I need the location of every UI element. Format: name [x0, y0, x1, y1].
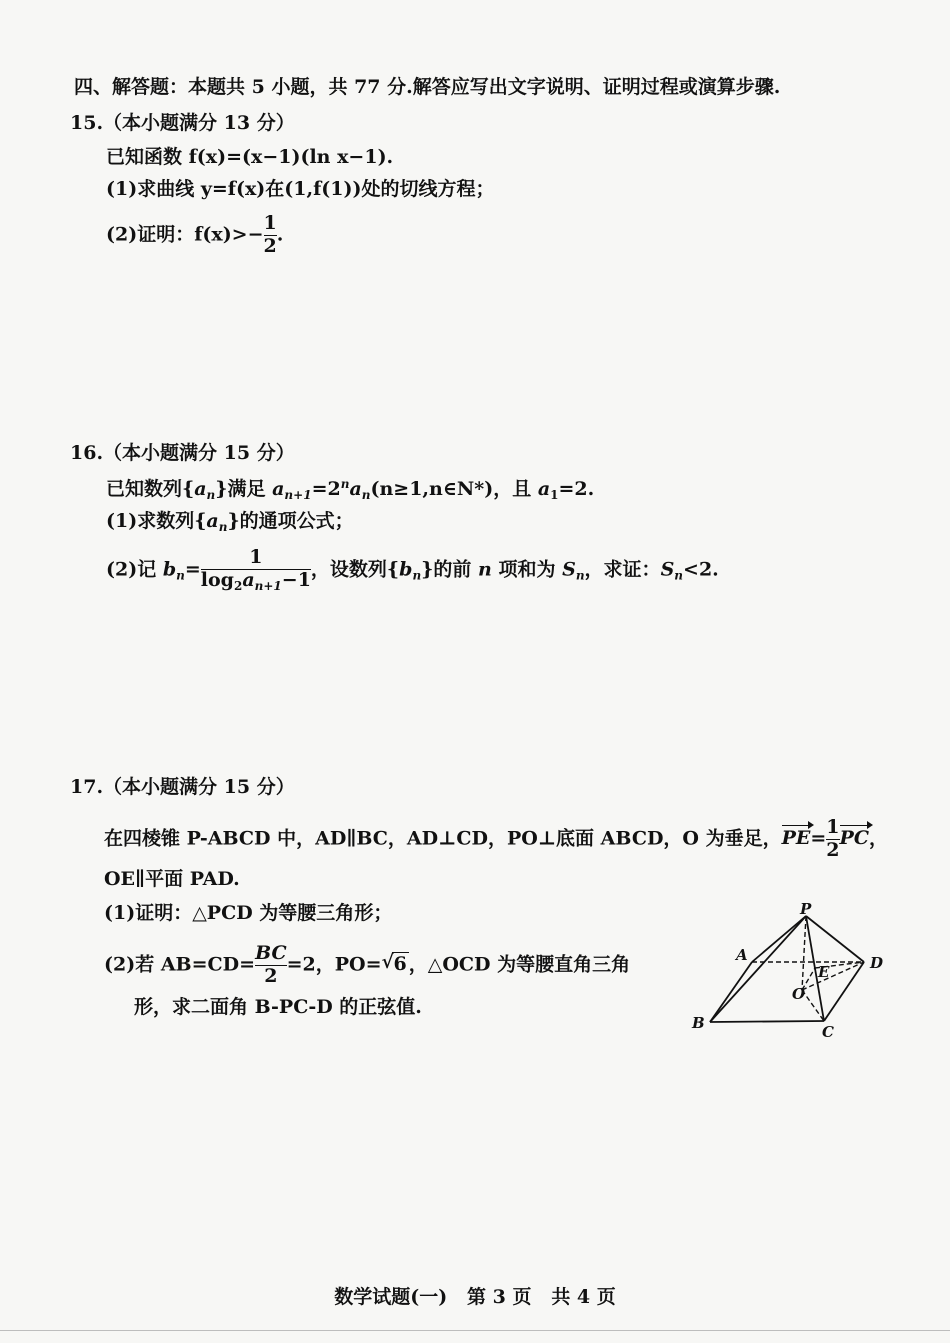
- q17-part2: [104, 944, 630, 987]
- subscript: n: [218, 520, 228, 534]
- frac-num: 1: [826, 816, 840, 838]
- text: ，设数列{: [310, 558, 400, 581]
- frac-num: BC: [255, 942, 287, 964]
- edge-PB: [710, 916, 806, 1022]
- subscript: n: [176, 568, 185, 583]
- subscript: n: [361, 488, 371, 502]
- label-C: C: [822, 1023, 834, 1041]
- var: a: [272, 478, 285, 500]
- pyramid-figure: [688, 898, 898, 1046]
- label-E: E: [818, 963, 830, 981]
- q17-part1: (1)证明：△PCD 为等腰三角形；: [104, 902, 393, 924]
- log: log: [200, 568, 234, 591]
- subscript: n+1: [284, 488, 312, 502]
- subscript: 2: [233, 578, 243, 593]
- label-O: O: [792, 985, 806, 1003]
- sqrt: [382, 955, 409, 974]
- bottom-divider: [0, 1330, 950, 1331]
- var: b: [399, 558, 413, 581]
- text: =2，PO=: [286, 953, 382, 976]
- q15-part2-suffix: .: [276, 223, 284, 246]
- var: b: [162, 558, 177, 581]
- q17-part2-fraction: [255, 944, 287, 987]
- var: a: [194, 478, 207, 500]
- var: S: [660, 558, 675, 581]
- subscript: n: [575, 568, 585, 583]
- edge-AB: [710, 962, 752, 1022]
- q15-part2-prefix: (2)证明：f(x)>−: [106, 223, 264, 246]
- subscript: n: [412, 568, 422, 583]
- var: S: [562, 558, 576, 581]
- q15-stem: 已知函数 f(x)=(x−1)(ln x−1).: [106, 146, 394, 168]
- q17-stem: [104, 818, 888, 861]
- q15-frac-num: 1: [263, 212, 277, 234]
- text: 项和为: [491, 558, 563, 581]
- text: =2: [311, 478, 341, 500]
- subscript: 1: [550, 488, 559, 502]
- q16-fraction: [201, 548, 311, 593]
- label-A: A: [736, 946, 748, 964]
- q17-stem-line2: OE∥平面 PAD.: [104, 868, 240, 890]
- q16-part1: [106, 512, 354, 533]
- q15-part2: [106, 214, 283, 257]
- text: =: [184, 558, 201, 581]
- text: }满足: [215, 478, 273, 500]
- q17-part2-line2: 形，求二面角 B-PC-D 的正弦值.: [134, 996, 422, 1018]
- q16-stem: [106, 478, 594, 501]
- var: a: [537, 478, 551, 500]
- radicand: 6: [393, 953, 407, 976]
- q15-fraction: [264, 214, 277, 257]
- var: n: [478, 558, 492, 581]
- var: a: [349, 478, 362, 500]
- frac-den: 2: [826, 838, 840, 861]
- q16-title: 16.（本小题满分 15 分）: [70, 442, 295, 464]
- text: 已知数列{: [106, 478, 195, 500]
- superscript: n: [340, 477, 350, 491]
- var: a: [206, 510, 219, 532]
- q17-title: 17.（本小题满分 15 分）: [70, 776, 295, 798]
- segment-PO: [802, 916, 806, 990]
- text: <2.: [683, 558, 719, 581]
- text: 在四棱锥 P-ABCD 中，AD∥BC，AD⊥CD，PO⊥底面 ABCD，O 为垂足，: [104, 827, 782, 850]
- edge-PA: [752, 916, 806, 962]
- label-P: P: [800, 900, 812, 918]
- label-D: D: [870, 954, 884, 972]
- page-footer: 数学试题(一) 第 3 页 共 4 页: [334, 1286, 616, 1308]
- text: ，△OCD 为等腰直角三角: [408, 953, 631, 976]
- text: }的通项公式；: [227, 510, 354, 532]
- edge-BC: [710, 1021, 824, 1022]
- var: a: [242, 568, 255, 591]
- text: =: [810, 827, 827, 850]
- q16-part2: [106, 548, 719, 593]
- subscript: n: [674, 568, 684, 583]
- section-header: 四、解答题：本题共 5 小题，共 77 分.解答应写出文字说明、证明过程或演算步骤.: [74, 76, 781, 98]
- text: −1: [281, 568, 311, 591]
- text: (2)若 AB=CD=: [104, 953, 256, 976]
- vector-PC: PC: [839, 827, 869, 850]
- text: (2)记: [106, 558, 163, 581]
- edge-PD: [806, 916, 864, 962]
- text: =2.: [558, 478, 595, 500]
- text: (n≥1,n∈N*)，且: [370, 478, 538, 500]
- q15-title: 15.（本小题满分 13 分）: [70, 112, 295, 134]
- text: ，求证：: [584, 558, 661, 581]
- q17-fraction: [826, 818, 839, 861]
- text: }的前: [421, 558, 479, 581]
- frac-num: 1: [249, 546, 263, 568]
- subscript: n+1: [254, 578, 282, 593]
- frac-den: 2: [264, 964, 278, 987]
- text: ，: [868, 827, 888, 850]
- label-B: B: [692, 1014, 705, 1032]
- q15-frac-den: 2: [263, 234, 277, 257]
- text: (1)求数列{: [106, 510, 207, 532]
- q15-part1: (1)求曲线 y=f(x)在(1,f(1))处的切线方程；: [106, 178, 495, 200]
- frac-den: [200, 568, 311, 593]
- subscript: n: [206, 488, 216, 502]
- edge-CD: [824, 962, 864, 1021]
- vector-PE: PE: [781, 827, 811, 850]
